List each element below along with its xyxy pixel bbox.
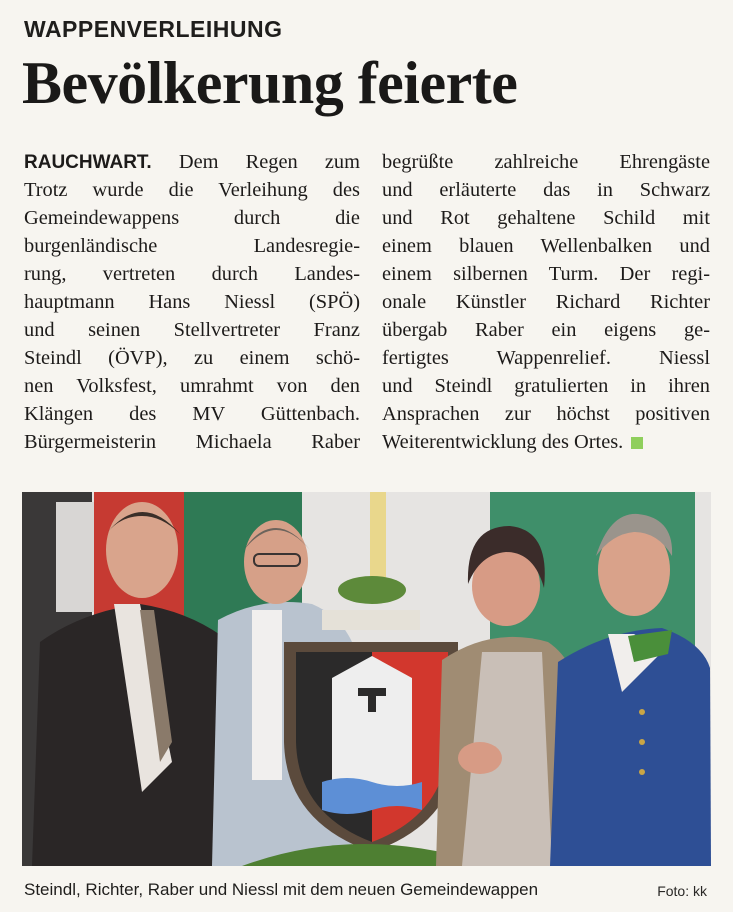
column-line: Gemeindewappens durch die: [24, 207, 360, 229]
photo-caption: Steindl, Richter, Raber und Niessl mit dem neuen Gemeindewappen: [24, 880, 539, 899]
column-line: RAUCHWART. Dem Regen zum: [24, 151, 360, 173]
column-line: Steindl (ÖVP), zu einem schö-: [24, 347, 360, 369]
wreath-top: [338, 576, 406, 604]
photo-illustration: [22, 492, 711, 866]
column-line: und Rot gehaltene Schild mit: [382, 207, 710, 229]
article-headline: Bevölkerung feierte: [22, 50, 518, 116]
column-line: Bürgermeisterin Michaela Raber: [24, 431, 360, 453]
end-of-article-mark: [631, 437, 643, 449]
column-line: onale Künstler Richard Richter: [382, 291, 710, 313]
column-line: hauptmann Hans Niessl (SPÖ): [24, 291, 360, 313]
photo-credit: Foto: kk: [657, 883, 707, 899]
column-line: Ansprachen zur höchst positiven: [382, 403, 710, 425]
column-line: Klängen des MV Güttenbach.: [24, 403, 360, 425]
column-line: nen Volksfest, umrahmt von den: [24, 375, 360, 397]
column-line: und seinen Stellvertreter Franz: [24, 319, 360, 341]
column-line: einem silbernen Turm. Der regi-: [382, 263, 710, 285]
article-lead-word: RAUCHWART.: [24, 152, 152, 173]
column-line: rung, vertreten durch Landes-: [24, 263, 360, 285]
article-kicker: WAPPENVERLEIHUNG: [24, 16, 283, 42]
article-column-left: [24, 148, 360, 456]
article-column-right: [382, 148, 710, 456]
column-line: fertigtes Wappenrelief. Niessl: [382, 347, 710, 369]
column-line: Trotz wurde die Verleihung des: [24, 179, 360, 201]
column-line: Weiterentwicklung des Ortes.: [382, 428, 710, 456]
column-line: und erläuterte das in Schwarz: [382, 179, 710, 201]
column-line: und Steindl gratulierten in ihren: [382, 375, 710, 397]
column-line: einem blauen Wellenbalken und: [382, 235, 710, 257]
column-line: begrüßte zahlreiche Ehrengäste: [382, 151, 710, 173]
column-line: übergab Raber ein eigens ge-: [382, 319, 710, 341]
article-photo: [22, 492, 711, 866]
column-line: burgenländische Landesregie-: [24, 235, 360, 257]
